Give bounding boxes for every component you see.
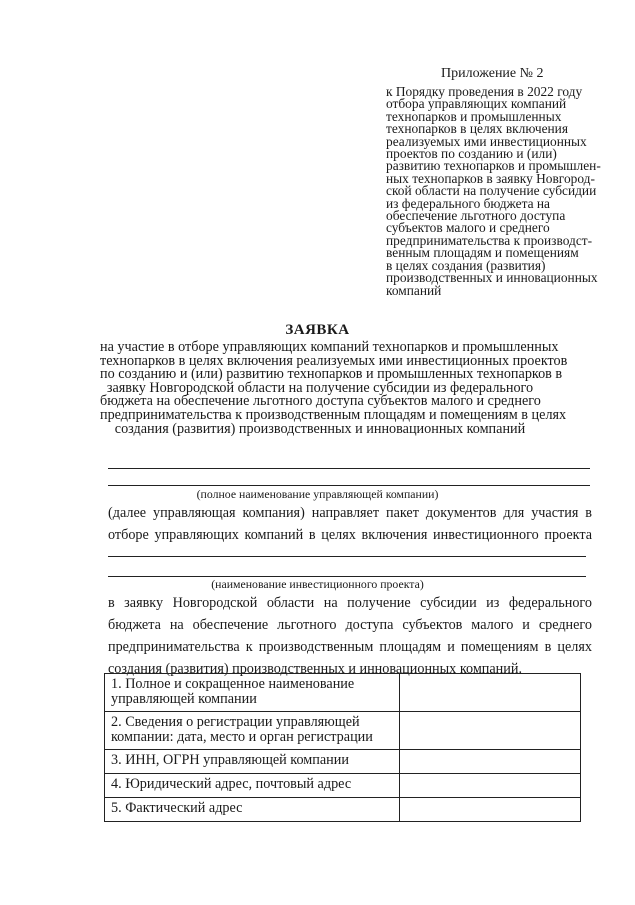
appendix-note xyxy=(386,86,608,297)
table-label-line: 2. Сведения о регистрации управляющей xyxy=(111,714,360,730)
project-name-caption: (наименование инвестиционного проекта) xyxy=(211,577,424,591)
appendix-note-line: технопарков в целях включения xyxy=(386,121,569,137)
body-line: предпринимательства к производственным площадям и помещениям в целях xyxy=(108,639,592,655)
appendix-note-line: проектов по созданию и (или) xyxy=(386,146,557,162)
subtitle-line: бюджета на обеспечение льготного доступа субъектов малого и среднего xyxy=(100,393,541,410)
body-paragraph-2 xyxy=(108,592,592,680)
appendix-note-line: венным площадям и помещениям xyxy=(386,245,579,261)
appendix-note-line: технопарков и промышленных xyxy=(386,108,562,124)
body-line: в заявку Новгородской области на получение субсидии из федерального xyxy=(108,595,592,611)
table-value-cell[interactable] xyxy=(400,798,581,822)
body-line: создания (развития) производственных и инновационных компаний. xyxy=(108,661,523,677)
appendix-note-line: ской области на получение субсидии xyxy=(386,183,597,199)
company-name-line-1[interactable] xyxy=(108,468,590,469)
subtitle-line: технопарков в целях включения реализуемых ими инвестиционных проектов xyxy=(100,352,568,369)
table-label-cell xyxy=(105,674,400,712)
subtitle-line: создания (развития) производственных и инновационных компаний xyxy=(114,420,526,437)
appendix-note-line: из федерального бюджета на xyxy=(386,195,550,211)
company-name-caption: (полное наименование управляющей компании) xyxy=(196,487,439,501)
subtitle-line: на участие в отборе управляющих компаний технопарков и промышленных xyxy=(100,339,559,355)
body-paragraph-1 xyxy=(108,502,592,546)
table-row xyxy=(105,674,581,712)
table-row xyxy=(105,798,581,822)
table-label-line: 1. Полное и сокращенное наименование xyxy=(111,676,355,692)
subtitle-line: заявку Новгородской области на получение субсидии из федерального xyxy=(106,379,534,396)
appendix-note-line: производственных и инновационных xyxy=(386,270,598,286)
company-info-table xyxy=(104,673,581,822)
appendix-note-line: субъектов малого и среднего xyxy=(386,220,550,236)
appendix-note-line: реализуемых ими инвестиционных xyxy=(386,133,587,149)
document-title: ЗАЯВКА xyxy=(285,322,350,338)
table-row xyxy=(105,774,581,798)
appendix-note-line: развитию технопарков и промышлен- xyxy=(386,158,601,174)
table-label-line: 3. ИНН, ОГРН управляющей компании xyxy=(111,752,349,768)
table-value-cell[interactable] xyxy=(400,774,581,798)
document-subtitle xyxy=(100,339,568,437)
subtitle-line: предпринимательства к производственным площадям и помещениям в целях xyxy=(100,406,567,423)
table-row xyxy=(105,750,581,774)
table-label-line: 4. Юридический адрес, почтовый адрес xyxy=(111,776,352,792)
subtitle-line: по созданию и (или) развитию технопарков и промышленных технопарков в xyxy=(100,366,563,383)
appendix-note-line: компаний xyxy=(386,282,442,298)
table-row xyxy=(105,712,581,750)
table-value-cell[interactable] xyxy=(400,750,581,774)
company-name-line-2[interactable] xyxy=(108,485,590,486)
project-name-line-1[interactable] xyxy=(108,556,586,557)
appendix-note-line: отбора управляющих компаний xyxy=(386,96,567,112)
table-label-cell xyxy=(105,712,400,750)
body-line: (далее управляющая компания) направляет пакет документов для участия в xyxy=(108,505,592,521)
appendix-note-line: в целях создания (развития) xyxy=(386,257,546,273)
table-label-cell xyxy=(105,798,400,822)
body-line: отборе управляющих компаний в целях включения инвестиционного проекта xyxy=(108,527,592,543)
table-value-cell[interactable] xyxy=(400,674,581,712)
appendix-note-line: ных технопарков в заявку Новгород- xyxy=(386,170,595,186)
appendix-note-line: предпринимательства к производст- xyxy=(386,232,593,248)
table-value-cell[interactable] xyxy=(400,712,581,750)
appendix-note-line: к Порядку проведения в 2022 году xyxy=(386,84,583,99)
table-label-line: компании: дата, место и орган регистрации xyxy=(111,729,373,745)
table-label-line: 5. Фактический адрес xyxy=(111,800,243,816)
table-label-cell xyxy=(105,750,400,774)
table-label-cell xyxy=(105,774,400,798)
appendix-title: Приложение № 2 xyxy=(441,66,544,81)
table-label-line: управляющей компании xyxy=(111,691,257,707)
body-line: бюджета на обеспечение льготного доступа субъектов малого и среднего xyxy=(108,617,592,633)
appendix-note-line: обеспечение льготного доступа xyxy=(386,208,566,224)
